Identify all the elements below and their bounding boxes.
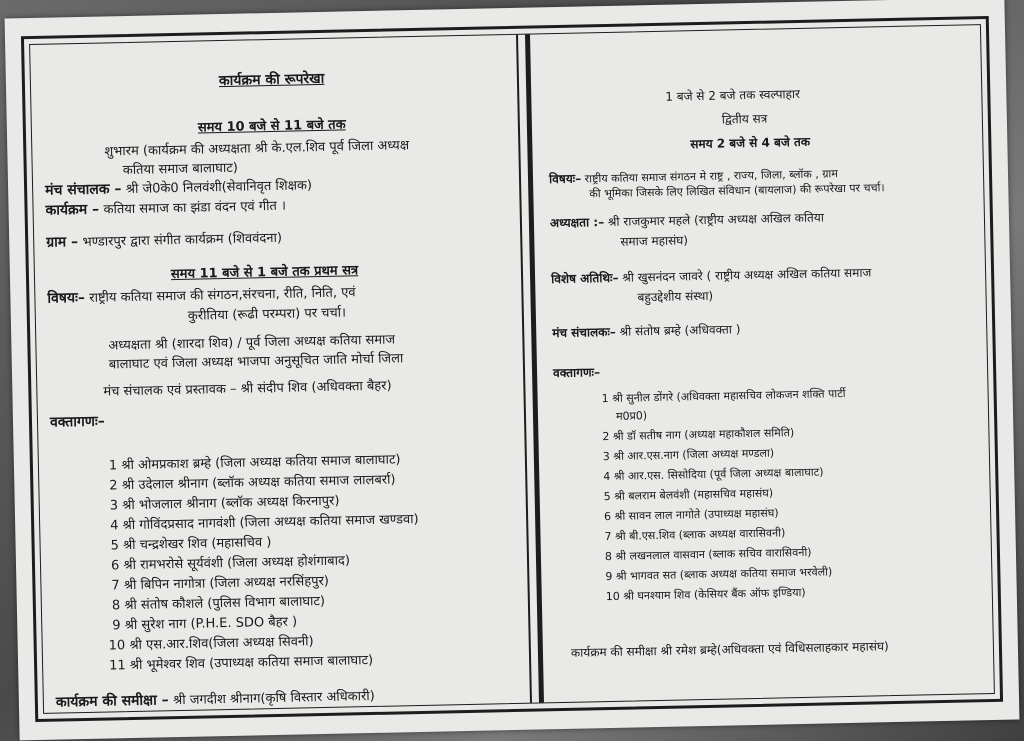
- topic-line-2: कुरीतिया (रूढी परम्परा) पर चर्चा।: [187, 305, 347, 324]
- program-row: [45, 196, 286, 220]
- review-label: कार्यक्रम की समीक्षा –: [55, 692, 169, 711]
- speaker-item: 10 श्री एस.आर.शिव(जिला अध्यक्ष सिवनी): [108, 634, 314, 654]
- speaker-item: 5 श्री बलराम बेलवंशी (महासचिव महासंघ): [603, 486, 774, 504]
- speaker-item: 5 श्री चन्द्रशेखर शिव (महासचिव ): [110, 535, 272, 554]
- guest-line-2: बहुउद्देशीय संस्था): [637, 288, 714, 305]
- speaker-item-continued: म0प्र0): [615, 409, 648, 423]
- guest-label: विशेष अतिथिः–: [550, 270, 619, 287]
- chair-row: [550, 208, 824, 231]
- chair-line-2: समाज महासंघ): [620, 233, 689, 249]
- topic-label: विषयः–: [47, 289, 86, 307]
- topic-line-1: राष्ट्रीय कतिया समाज संगठन मे राष्ट्र , राज्य, जिला, ब्लॉक , ग्राम: [584, 167, 839, 186]
- chair-label: अध्यक्षता :–: [549, 215, 605, 231]
- topic-line-2: की भूमिका जिसके लिए लिखित संविधान (बायलाज) की रूपरेखा पर चर्चा।: [589, 181, 885, 201]
- speakers-heading: वक्तागणः–: [49, 413, 105, 431]
- speaker-item: 1 श्री सुनील डोंगरे (अधिवक्ता महासचिव लोकजन शक्ति पार्टी: [601, 387, 846, 406]
- speaker-item: 7 श्री बी.एस.शिव (ब्लाक अध्यक्ष वारासिवनी): [604, 526, 786, 544]
- opening-line-1: शुभारम (कार्यक्रम की अध्यक्षता श्री के.एल.शिव पूर्व जिला अध्यक्ष: [104, 138, 410, 160]
- speaker-item: 7 श्री बिपिन नागोत्रा (जिला अध्यक्ष नरसिंहपुर): [111, 573, 330, 594]
- program-sheet: [5, 0, 1020, 740]
- speaker-item: 1 श्री ओमप्रकाश ब्रम्हे (जिला अध्यक्ष कतिया समाज बालाघाट): [108, 452, 401, 474]
- speaker-item: 11 श्री भूमेश्वर शिव (उपाध्यक्ष कतिया समाज बालाघाट): [108, 652, 374, 674]
- speaker-item: 9 श्री सुरेश नाग (P.H.E. SDO बैहर ): [112, 614, 298, 634]
- lunch-time: 1 बजे से 2 बजे तक स्वल्पाहार: [665, 86, 801, 104]
- session-2-time: समय 11 बजे से 1 बजे तक प्रथम सत्र: [170, 263, 359, 283]
- speaker-item: 8 श्री संतोष कौशले (पुलिस विभाग बालाघाट): [111, 593, 326, 614]
- page-title: कार्यक्रम की रूपरेखा: [218, 70, 325, 90]
- review-value: श्री जगदीश श्रीनाग(कृषि विस्तार अधिकारी): [172, 688, 375, 709]
- program-label: कार्यक्रम –: [45, 201, 100, 219]
- topic-line-1: राष्ट्रीय कतिया समाज की संगठन,संरचना, रीति, निति, एवं: [89, 285, 356, 306]
- stage-host-value: श्री जे0के0 निलवंशी(सेवानिवृत शिक्षक): [125, 178, 313, 198]
- session-name: द्वितीय सत्र: [721, 111, 768, 127]
- speaker-item: 2 श्री उदेलाल श्रीनाग (ब्लॉक अध्यक्ष कतिया समाज लालबर्रा): [109, 472, 396, 494]
- speaker-item: 6 श्री रामभरोसे सूर्यवंशी (जिला अध्यक्ष होशंगाबाद): [110, 553, 351, 574]
- left-column: [30, 35, 528, 713]
- session-time: समय 2 बजे से 4 बजे तक: [690, 134, 811, 152]
- village-value: भण्डारपुर द्वारा संगीत कार्यक्रम (शिववंदना): [82, 230, 283, 250]
- speaker-item: 2 श्री डॉ सतीष नाग (अध्यक्ष महाकौशल समिति): [602, 426, 795, 444]
- speaker-item: 10 श्री घनश्याम शिव (केसियर बैंक ऑफ इण्डिया): [605, 585, 806, 604]
- speaker-item: 9 श्री भागवत सत (ब्लाक अध्यक्ष कतिया समाज भरवेली): [605, 565, 833, 584]
- stage-host-label: मंच संचालक –: [44, 181, 122, 199]
- chair-line-1: अध्यक्षता श्री (शारदा शिव) / पूर्व जिला अध्यक्ष कतिया समाज: [108, 332, 396, 354]
- right-column: [534, 25, 994, 702]
- review-line: कार्यक्रम की समीक्षा श्री रमेश ब्रम्हे(अधिवक्ता एवं विधिसलाहकार महासंघ): [570, 639, 889, 660]
- host-proposer-line: मंच संचालक एवं प्रस्तावक – श्री संदीप शिव (अधिवक्ता बैहर): [103, 378, 392, 400]
- host-row: [552, 320, 741, 341]
- village-row: [46, 228, 282, 252]
- chair-line-1: श्री राजकुमार महले (राष्ट्रीय अध्यक्ष अखिल कतिया: [607, 210, 825, 229]
- speakers-heading: वक्तागणः–: [552, 365, 601, 381]
- speaker-item: 8 श्री लखनलाल वासवान (ब्लाक सचिव वारासिवनी): [604, 545, 812, 564]
- host-label: मंच संचालकः–: [552, 324, 616, 341]
- village-label: ग्राम –: [46, 234, 79, 251]
- speaker-item: 3 श्री आर.एस.नाग (जिला अध्यक्ष मण्डला): [602, 446, 775, 464]
- guest-row: [551, 263, 872, 287]
- speaker-item: 3 श्री भोजलाल श्रीनाग (ब्लॉक अध्यक्ष किरनापुर): [109, 493, 340, 514]
- guest-line-1: श्री खुसनंदन जावरे ( राष्ट्रीय अध्यक्ष अखिल कतिया समाज: [622, 265, 872, 285]
- inner-border: [29, 24, 995, 714]
- speaker-item: 4 श्री आर.एस. सिसोदिया (पूर्व जिला अध्यक्ष बालाघाट): [603, 465, 824, 484]
- opening-line-2: कतिया समाज बालाघाट): [122, 160, 239, 179]
- session-1-time: समय 10 बजे से 11 बजे तक: [197, 117, 346, 136]
- double-border-frame: [21, 16, 1003, 722]
- topic-label: विषयः–: [548, 171, 582, 187]
- chair-line-2: बालाघाट एवं जिला अध्यक्ष भाजपा अनुसूचित जाति मोर्चा जिला: [108, 351, 404, 373]
- review-row: [56, 686, 375, 712]
- speaker-item: 4 श्री गोविंदप्रसाद नागवंशी (जिला अध्यक्ष कतिया समाज खण्डवा): [110, 511, 419, 534]
- speaker-item: 6 श्री सावन लाल नागोते (उपाध्यक्ष महासंघ): [603, 506, 779, 524]
- program-value: कतिया समाज का झंडा वंदन एवं गीत ।: [103, 198, 287, 218]
- host-value: श्री संतोष ब्रम्हे (अधिवक्ता ): [619, 322, 741, 339]
